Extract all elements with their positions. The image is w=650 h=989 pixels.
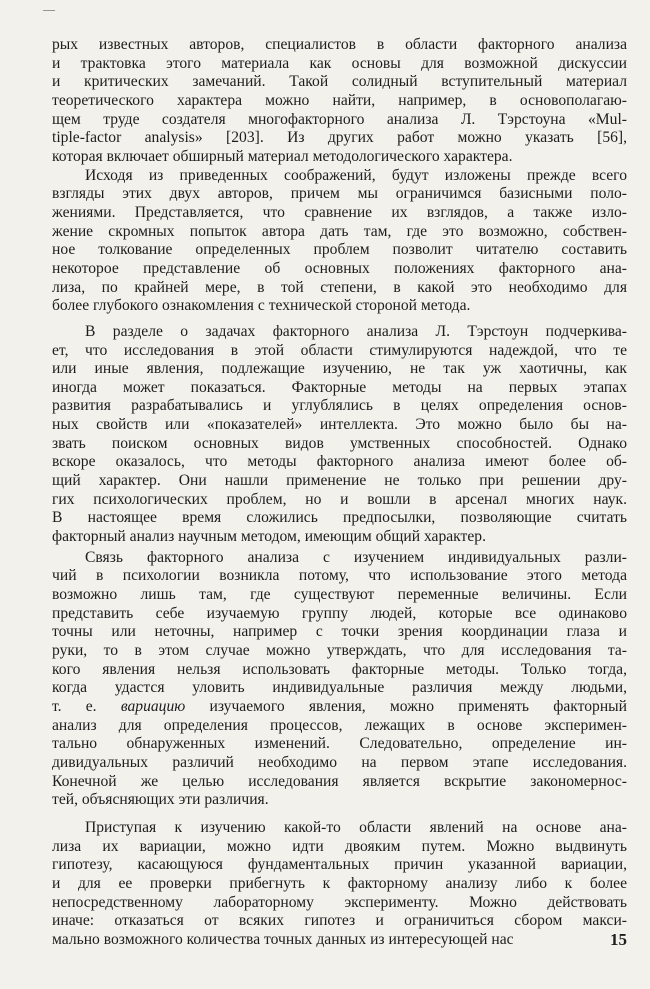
paragraph <box>52 549 627 810</box>
text-line: иначе: отказаться от всяких гипотез и ограничиться сбором макси- <box>52 912 627 930</box>
paragraph <box>52 323 627 547</box>
paragraph <box>52 819 627 950</box>
text-line: возможно лишь там, где существуют переменные величины. Если <box>52 586 627 604</box>
text-line: tiple-factor analysis» [203]. Из других работ можно указать [56], <box>52 129 627 147</box>
text-line: факторный анализ научным методом, имеющим общий характер. <box>52 528 486 546</box>
text-line: лиза их вариации, можно идти двояким путем. Можно выдвинуть <box>52 837 627 855</box>
text-line: мально возможного количества точных данных из интересующей нас <box>52 930 514 948</box>
text-line: щем труде создателя многофакторного анализа Л. Тэрстоуна «Mul- <box>52 110 627 128</box>
text-line: Связь факторного анализа с изучением индивидуальных разли- <box>85 548 627 566</box>
text-line: некоторое представление об основных положениях факторного ана- <box>52 259 627 277</box>
text-line: жение скромных попыток автора дать там, где это возможно, собствен- <box>52 222 627 240</box>
text-line: ет, что исследования в этой области стимулируются надеждой, что те <box>52 341 627 359</box>
text-line: вскоре оказалось, что методы факторного анализа имеют более об- <box>52 453 627 471</box>
text-line: взгляды этих двух авторов, причем мы ограничимся базисными поло- <box>52 185 627 203</box>
text-line: дивидуальных различий необходимо на первом этапе исследования. <box>52 753 627 771</box>
text-line: В настоящее время сложились предпосылки, позволяющие считать <box>52 509 627 527</box>
text-line: т. е. вариацию изучаемого явления, можно применять факторный <box>52 697 627 715</box>
paragraph <box>52 167 627 316</box>
text-line: Приступая к изучению какой-то области явлений на основе ана- <box>85 818 627 836</box>
text-line: и для ее проверки прибегнуть к факторному анализу либо к более <box>52 874 627 892</box>
text-line: щий характер. Они нашли применение не только при решении дру- <box>52 472 627 490</box>
body-text <box>52 36 627 950</box>
text-line: Конечной же целью исследования является вскрытие закономернос- <box>52 772 627 790</box>
page-number: 15 <box>610 930 627 949</box>
text-line: непосредственному лабораторному эксперименту. Можно действовать <box>52 893 627 911</box>
text-line: ных свойств или «показателей» интеллекта. Это можно было бы на- <box>52 416 627 434</box>
text-line: развития разрабатывались и углублялись в целях определения основ- <box>52 397 627 415</box>
text-line: тей, объясняющих эти различия. <box>52 791 269 809</box>
text-line: гих психологических проблем, но и вошли в арсенал многих наук. <box>52 490 627 508</box>
text-line: представить себе изучаемую группу людей, которые все одинаково <box>52 604 627 622</box>
text-line: кого явления нельзя использовать факторные методы. Только тогда, <box>52 660 627 678</box>
text-line: рых известных авторов, специалистов в области факторного анализа <box>52 36 627 53</box>
text-line: Исходя из приведенных соображений, будут изложены прежде всего <box>85 166 627 184</box>
text-line: чий в психологии возникла потому, что использование этого метода <box>52 567 627 585</box>
text-line: В разделе о задачах факторного анализа Л. Тэрстоун подчеркива- <box>85 322 627 340</box>
text-line: точны или неточны, например с точки зрения координации глаза и <box>52 623 627 641</box>
text-line: или иные явления, подлежащие изучению, не так уж хаотичны, как <box>52 360 627 378</box>
paragraph <box>52 36 627 167</box>
text-line: анализ для определения процессов, лежащих в основе эксперимен- <box>52 716 627 734</box>
text-line: когда удастся уловить индивидуальные различия между людьми, <box>52 679 627 697</box>
text-line: ное толкование определенных проблем позволит читателю составить <box>52 241 627 259</box>
text-line: которая включает обширный материал методологического характера. <box>52 147 513 165</box>
text-line: звать поиском основных видов умственных способностей. Однако <box>52 434 627 452</box>
text-line: жениями. Представляется, что сравнение их взглядов, а также изло- <box>52 203 627 221</box>
text-line: и трактовка этого материала как основы для возможной дискуссии <box>52 54 627 72</box>
text-line: руки, то в этом случае можно утверждать, что для исследования та- <box>52 642 627 659</box>
top-mark: — <box>43 2 55 16</box>
text-line: и критических замечаний. Такой солидный вступительный материал <box>52 73 627 91</box>
text-line: иногда может показаться. Факторные методы на первых этапах <box>52 378 627 396</box>
text-line: лиза, по крайней мере, в той степени, в какой это необходимо для <box>52 278 627 296</box>
text-line: тально обнаруженных изменений. Следовательно, определение ин- <box>52 735 627 753</box>
text-line: теоретического характера можно найти, например, в основополагаю- <box>52 91 627 109</box>
text-line: гипотезу, касающуюся фундаментальных причин указанной вариации, <box>52 856 627 874</box>
text-line: более глубокого ознакомления с технической стороной метода. <box>52 297 471 315</box>
